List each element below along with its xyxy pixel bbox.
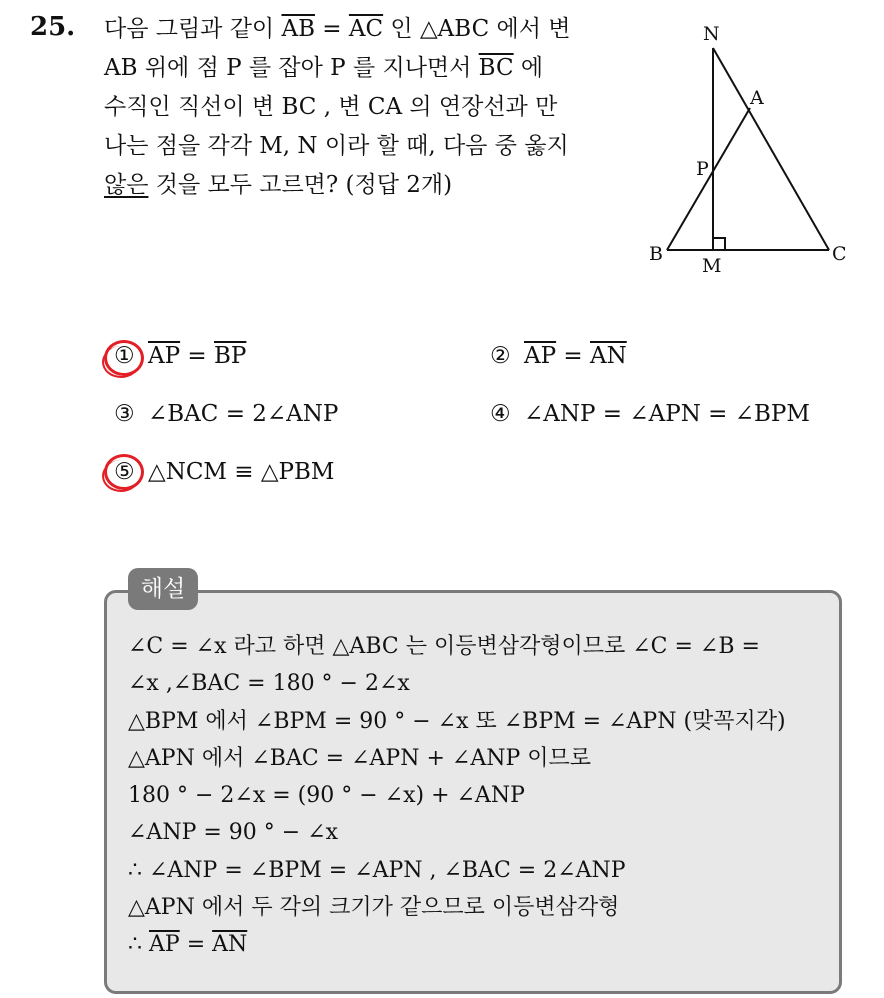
explanation-line-3: △BPM 에서 ∠BPM = 90 ° − ∠x 또 ∠BPM = ∠APN (맞꼭지각) (128, 708, 786, 734)
explanation-line-5: 180 ° − 2∠x = (90 ° − ∠x) + ∠ANP (128, 783, 525, 809)
stem-line-1: 다음 그림과 같이 $\overline{AB} = \overline{AC}$ 인 △ABC 에서 변 (104, 16, 571, 42)
explanation-line-4: △APN 에서 ∠BAC = ∠APN + ∠ANP 이므로 (128, 745, 592, 771)
label-c: C (832, 243, 847, 265)
label-n: N (703, 23, 720, 45)
explanation-text (128, 628, 786, 964)
label-a: A (750, 87, 764, 109)
choice-1[interactable]: ① $\overline{AP} = \overline{BP}$ (114, 343, 247, 369)
question-stem (104, 10, 624, 205)
choice-3[interactable]: ③ ∠BAC = 2∠ANP (114, 401, 339, 427)
label-p: P (696, 158, 709, 180)
right-angle-mark (713, 238, 725, 250)
explanation-line-2: ∠x ,∠BAC = 180 ° − 2∠x (128, 671, 410, 697)
label-m: M (702, 255, 722, 276)
triangle-figure (640, 16, 860, 276)
label-b: B (649, 243, 663, 265)
explanation-line-8: △APN 에서 두 각의 크기가 같으므로 이등변삼각형 (128, 895, 620, 921)
explanation-line-9: ∴ $\overline{AP} = \overline{AN}$ (128, 932, 248, 958)
stem-line-4: 나는 점을 각각 M, N 이라 할 때, 다음 중 옳지 (104, 133, 569, 159)
choice-2[interactable]: ② $\overline{AP} = \overline{AN}$ (490, 343, 627, 369)
explanation-line-6: ∠ANP = 90 ° − ∠x (128, 820, 339, 846)
segment-nc (713, 48, 829, 250)
explanation-tag: 해설 (128, 568, 198, 610)
question-number: 25. (30, 12, 76, 42)
explanation-line-1: ∠C = ∠x 라고 하면 △ABC 는 이등변삼각형이므로 ∠C = ∠B = (128, 634, 760, 659)
stem-line-3: 수직인 직선이 변 BC , 변 CA 의 연장선과 만 (104, 94, 558, 120)
explanation-line-7: ∴ ∠ANP = ∠BPM = ∠APN , ∠BAC = 2∠ANP (128, 857, 626, 883)
choice-5[interactable]: ⑤ △NCM ≡ △PBM (114, 459, 335, 485)
choice-4[interactable]: ④ ∠ANP = ∠APN = ∠BPM (490, 401, 810, 427)
stem-line-5: 않은 것을 모두 고르면? (정답 2개) (104, 172, 453, 198)
stem-line-2: AB 위에 점 P 를 잡아 P 를 지나면서 $\overline{BC}$ 에 (104, 55, 544, 81)
